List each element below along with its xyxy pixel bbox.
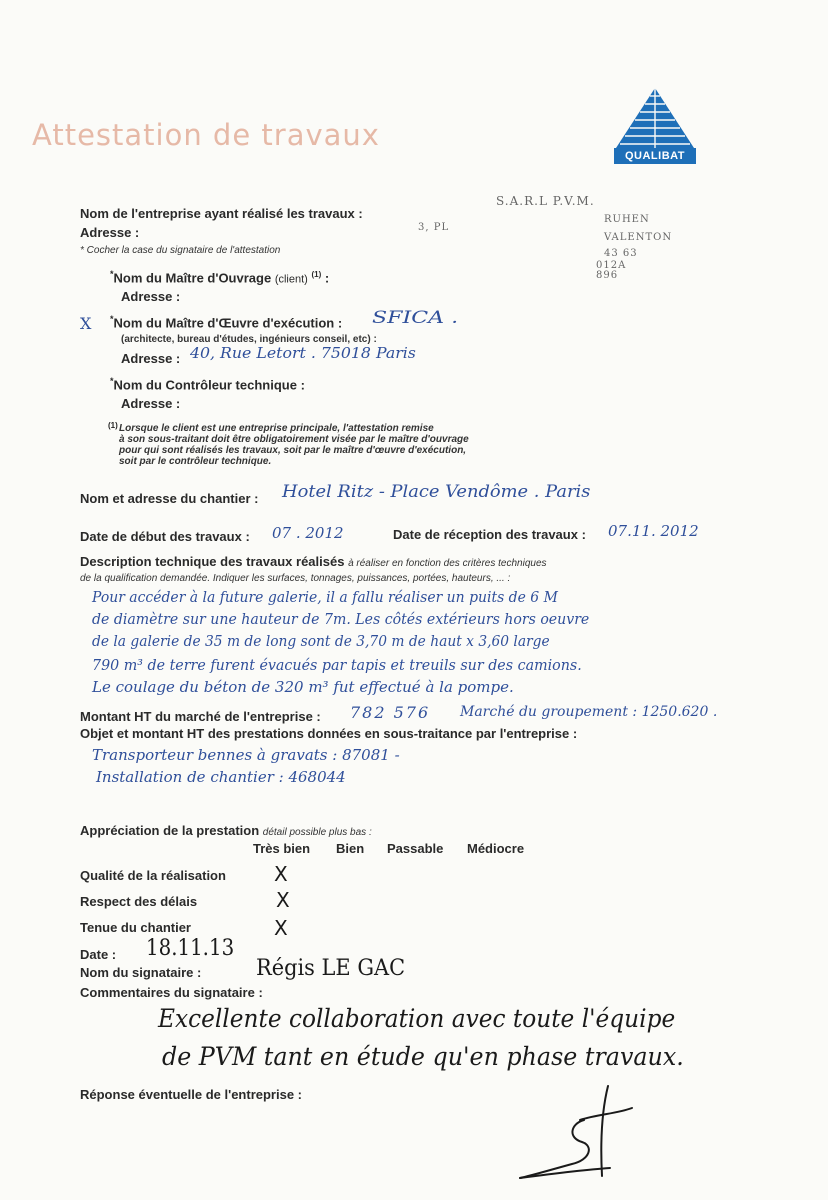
appreciation-mark: X (274, 862, 288, 886)
comment-line: Excellente collaboration avec toute l'équipe (158, 1004, 676, 1033)
column-header: Passable (387, 841, 444, 856)
description-line: Pour accéder à la future galerie, il a fallu réaliser un puits de 6 M (92, 588, 558, 606)
amount-label: Montant HT du marché de l'entreprise : (80, 709, 321, 724)
description-hint: de la qualification demandée. Indiquer les surfaces, tonnages, puissances, portées, hauteurs, ... : (80, 573, 511, 584)
amount-value: 782 576 (350, 703, 431, 722)
description-line: 790 m³ de terre furent évacués par tapis et treuils sur des camions. (92, 656, 582, 674)
signature-date-value: 18.11.13 (146, 936, 235, 961)
site-value: Hotel Ritz - Place Vendôme . Paris (282, 482, 591, 502)
contractor-sublabel: (architecte, bureau d'études, ingénieurs conseil, etc) : (121, 334, 377, 345)
contractor-address-label: Adresse : (121, 351, 181, 366)
column-header: Bien (336, 841, 365, 856)
stamp-line: 012A (596, 260, 627, 271)
description-label-wrap (80, 554, 547, 569)
description-line: Le coulage du béton de 320 m³ fut effectué à la pompe. (92, 678, 514, 696)
contractor-label-wrap: *Nom du Maître d'Œuvre d'exécution : (110, 314, 343, 331)
reception-date-value: 07.11. 2012 (608, 522, 699, 540)
footnote-line: Lorsque le client est une entreprise principale, l'attestation remise (119, 423, 434, 434)
stamp-line: RUHEN (604, 214, 650, 225)
controller-label: Nom du Contrôleur technique : (113, 377, 305, 393)
appreciation-label: Appréciation de la prestation (80, 823, 260, 838)
response-label: Réponse éventuelle de l'entreprise : (80, 1087, 302, 1102)
appreciation-row-label: Tenue du chantier (80, 920, 191, 935)
owner-label-end: : (324, 270, 330, 286)
appreciation-hint: détail possible plus bas : (262, 827, 372, 838)
start-date-value: 07 . 2012 (272, 524, 344, 542)
appreciation-mark: X (276, 888, 290, 912)
stamp-line: 896 (596, 270, 619, 281)
description-line: de diamètre sur une hauteur de 7m. Les côtés extérieurs hors oeuvre (92, 610, 590, 628)
appreciation-row-label: Respect des délais (80, 894, 198, 909)
owner-label-client: (client) (274, 273, 308, 286)
signatory-name-label: Nom du signataire : (80, 965, 202, 980)
start-date-label: Date de début des travaux : (80, 529, 250, 544)
footnote-line: pour qui sont réalisés les travaux, soit par le maître d'œuvre d'exécution, (119, 445, 467, 456)
contractor-check-mark: X (80, 314, 92, 333)
footnote-line: à son sous-traitant doit être obligatoirement visée par le maître d'ouvrage (119, 434, 469, 445)
owner-address-label: Adresse : (121, 289, 181, 304)
controller-label-wrap: *Nom du Contrôleur technique : (110, 376, 305, 393)
signatory-name-value: Régis LE GAC (256, 956, 406, 981)
contractor-address-value: 40, Rue Letort . 75018 Paris (190, 344, 416, 362)
stamp-line: 43 63 (604, 248, 638, 259)
contractor-name-value: SFICA . (372, 308, 459, 328)
owner-label: *Nom du Maître d'Ouvrage (client) $^{(1)}$ : (110, 269, 330, 286)
reception-date-label: Date de réception des travaux : (393, 527, 586, 542)
appreciation-row-label: Qualité de la réalisation (80, 868, 226, 883)
owner-label-main: Nom du Maître d'Ouvrage (113, 270, 272, 286)
footnote-line: soit par le contrôleur technique. (119, 456, 272, 467)
logo-text: QUALIBAT (614, 148, 696, 164)
comment-line: de PVM tant en étude qu'en phase travaux. (162, 1042, 684, 1071)
stamp-line: S.A.R.L P.V.M. (496, 194, 595, 208)
amount-extra: Marché du groupement : 1250.620 . (460, 704, 718, 720)
description-line: de la galerie de 35 m de long sont de 3,70 m de haut x 3,60 large (92, 632, 550, 650)
column-header: Médiocre (467, 841, 525, 856)
subcontract-label: Objet et montant HT des prestations données en sous-traitance par l'entreprise : (80, 726, 578, 741)
comments-label: Commentaires du signataire : (80, 985, 263, 1000)
signatory-note: * Cocher la case du signataire de l'attestation (80, 245, 281, 256)
column-header: Très bien (253, 841, 311, 856)
qualibat-pyramid-icon (614, 86, 696, 148)
date-label: Date : (80, 947, 117, 962)
qualibat-logo (614, 86, 696, 164)
company-name-label: Nom de l'entreprise ayant réalisé les travaux : (80, 206, 363, 221)
description-label: Description technique des travaux réalisés (80, 554, 345, 569)
appreciation-mark: X (274, 916, 288, 940)
site-label: Nom et adresse du chantier : (80, 491, 259, 506)
handwritten-signature (510, 1080, 640, 1184)
footnote-marker: (1) (108, 421, 118, 430)
document-title: Attestation de travaux (32, 118, 380, 152)
description-hint: à réaliser en fonction des critères techniques (348, 558, 547, 569)
subcontract-line: Transporteur bennes à gravats : 87081 - (92, 746, 400, 764)
stamp-line: 3, PL (418, 222, 450, 233)
subcontract-line: Installation de chantier : 468044 (96, 768, 346, 786)
contractor-label: Nom du Maître d'Œuvre d'exécution : (113, 315, 343, 331)
appreciation-label-wrap (80, 823, 372, 838)
controller-address-label: Adresse : (121, 396, 181, 411)
stamp-line: VALENTON (604, 232, 673, 243)
company-address-label: Adresse : (80, 225, 140, 240)
